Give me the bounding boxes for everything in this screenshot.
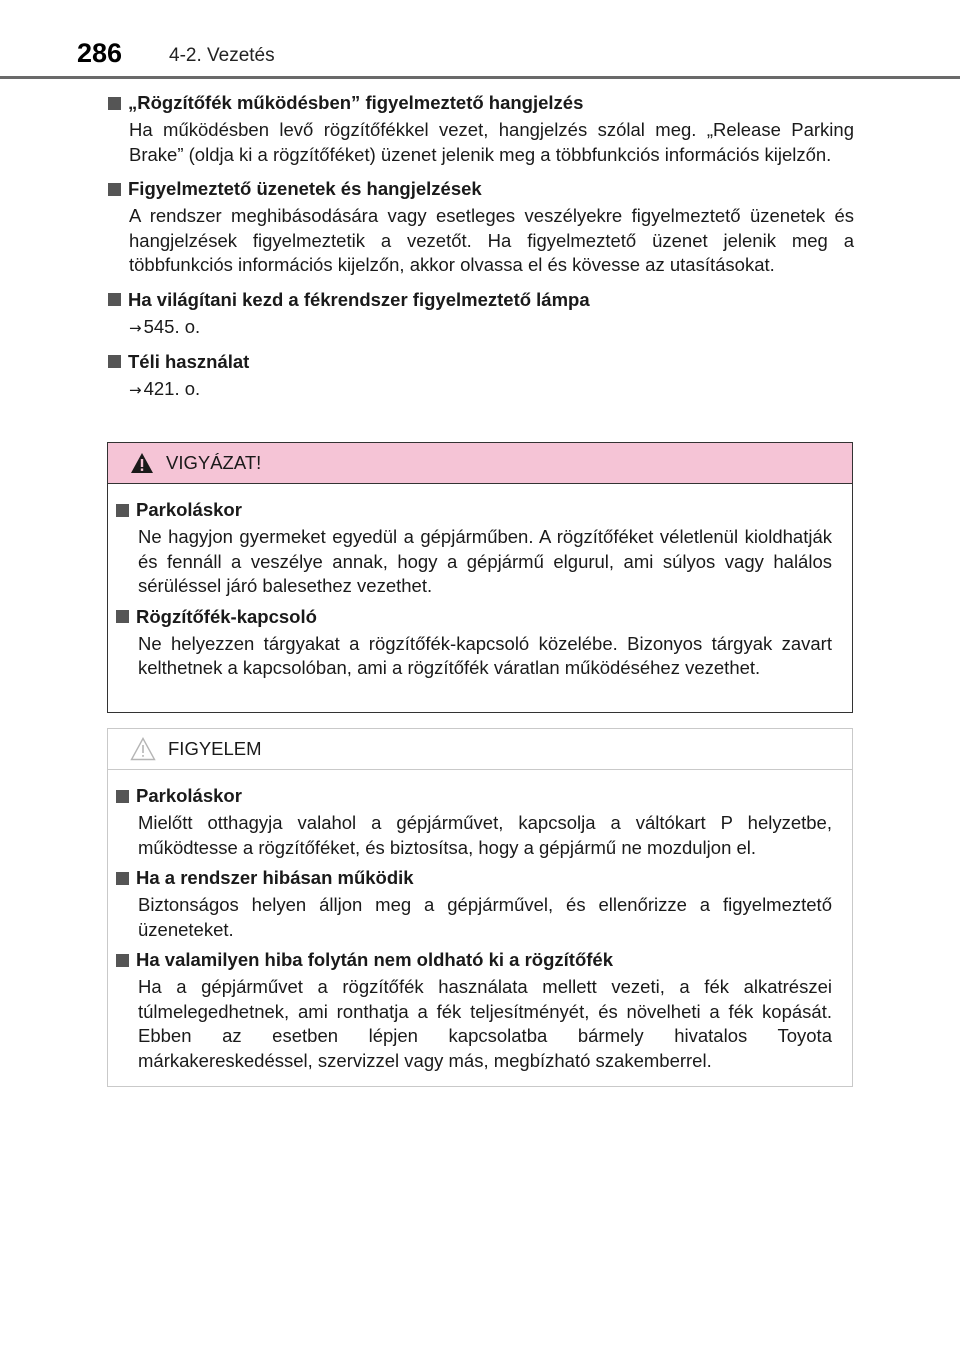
notice-item (116, 866, 832, 942)
header-divider (0, 76, 960, 79)
section-body: Ha működésben levő rögzítőfékkel vezet, hangjelzés szólal meg. „Release Parking Brake” (oldja ki a rögzítőféket) üzenet jelenik meg a többfunkciós információs kijelzőn. (129, 119, 854, 165)
square-bullet-icon (116, 954, 129, 967)
warning-item (116, 498, 832, 599)
notice-item-heading: Parkoláskor (136, 785, 242, 806)
square-bullet-icon (108, 97, 121, 110)
page-number: 286 (77, 38, 123, 68)
section-brake-warning-lamp (108, 288, 854, 340)
warning-box (107, 442, 853, 713)
notice-item-body: Mielőtt otthagyja valahol a gépjárművet, kapcsolja a váltókart P helyzetbe, működtesse a rögzítőféket, és biztosítsa, hogy a gépjármű ne mozduljon el. (138, 812, 832, 858)
arrow-right-icon: → (129, 318, 142, 337)
caution-outline-triangle-icon (130, 737, 156, 761)
arrow-right-icon: → (129, 380, 142, 399)
square-bullet-icon (116, 610, 129, 623)
page-reference-text: 545. o. (143, 315, 201, 337)
section-warning-messages (108, 177, 854, 278)
warning-item (116, 605, 832, 681)
page-reference-link[interactable] (129, 315, 854, 340)
warning-item-heading: Parkoláskor (136, 499, 242, 520)
notice-item-body: Ha a gépjárművet a rögzítőfék használata mellett vezeti, a fék alkatrészei túlmelegedhetnek, ami ronthatja a fék teljesítményét, és növelheti a fék kopását. Ebben az esetben lépjen kapcsolatba bármely hivatalos Toyota márkakereskedéssel, szervizzel vagy más, megbízható szakemberrel. (138, 976, 832, 1071)
section-heading: Téli használat (128, 350, 250, 372)
section-parking-brake-buzzer (108, 91, 854, 167)
notice-item (116, 948, 832, 1073)
warning-item-heading: Rögzítőfék-kapcsoló (136, 605, 317, 627)
section-heading: Ha világítani kezd a fékrendszer figyelmeztető lámpa (128, 288, 590, 310)
notice-box-header (108, 729, 852, 770)
square-bullet-icon (116, 504, 129, 517)
square-bullet-icon (116, 872, 129, 885)
notice-box (107, 728, 853, 1087)
warning-triangle-icon (130, 452, 154, 474)
square-bullet-icon (108, 183, 121, 196)
page-reference-link[interactable] (129, 377, 854, 402)
square-bullet-icon (116, 790, 129, 803)
notice-box-title: FIGYELEM (168, 738, 262, 759)
warning-item-body: Ne helyezzen tárgyakat a rögzítőfék-kapcsoló közelébe. Bizonyos tárgyak zavart kelthetnek a kapcsolóban, ami a rögzítőfék váratlan működéséhez vezethet. (138, 632, 832, 678)
section-heading: „Rögzítőfék működésben” figyelmeztető hangjelzés (128, 92, 584, 113)
main-content (108, 91, 854, 412)
section-body: A rendszer meghibásodására vagy esetleges veszélyekre figyelmeztető üzenetek és hangjelzések figyelmeztetik a vezetőt. Ha figyelmeztető üzenet jelenik meg a többfunkciós információs kijelzőn, akkor olvassa el és kövesse az utasításokat. (129, 205, 854, 275)
section-winter-use (108, 350, 854, 402)
notice-item (116, 784, 832, 860)
square-bullet-icon (108, 293, 121, 306)
section-heading: Figyelmeztető üzenetek és hangjelzések (128, 178, 482, 199)
notice-item-heading: Ha a rendszer hibásan működik (136, 867, 414, 888)
notice-item-heading: Ha valamilyen hiba folytán nem oldható ki a rögzítőfék (136, 949, 613, 970)
warning-box-header (108, 443, 852, 484)
notice-item-body: Biztonságos helyen álljon meg a gépjárművel, és ellenőrizze a figyelmeztető üzeneteket. (138, 894, 832, 940)
section-title: 4-2. Vezetés (169, 45, 275, 66)
square-bullet-icon (108, 355, 121, 368)
warning-box-title: VIGYÁZAT! (166, 452, 262, 473)
page-reference-text: 421. o. (143, 377, 201, 399)
page-header (0, 0, 960, 80)
warning-item-body: Ne hagyjon gyermeket egyedül a gépjárműben. A rögzítőféket véletlenül kioldhatják és fennáll a veszélye annak, hogy a gépjármű elgurul, ami súlyos vagy halálos sérüléssel járó balesethez vezethet. (138, 526, 832, 596)
